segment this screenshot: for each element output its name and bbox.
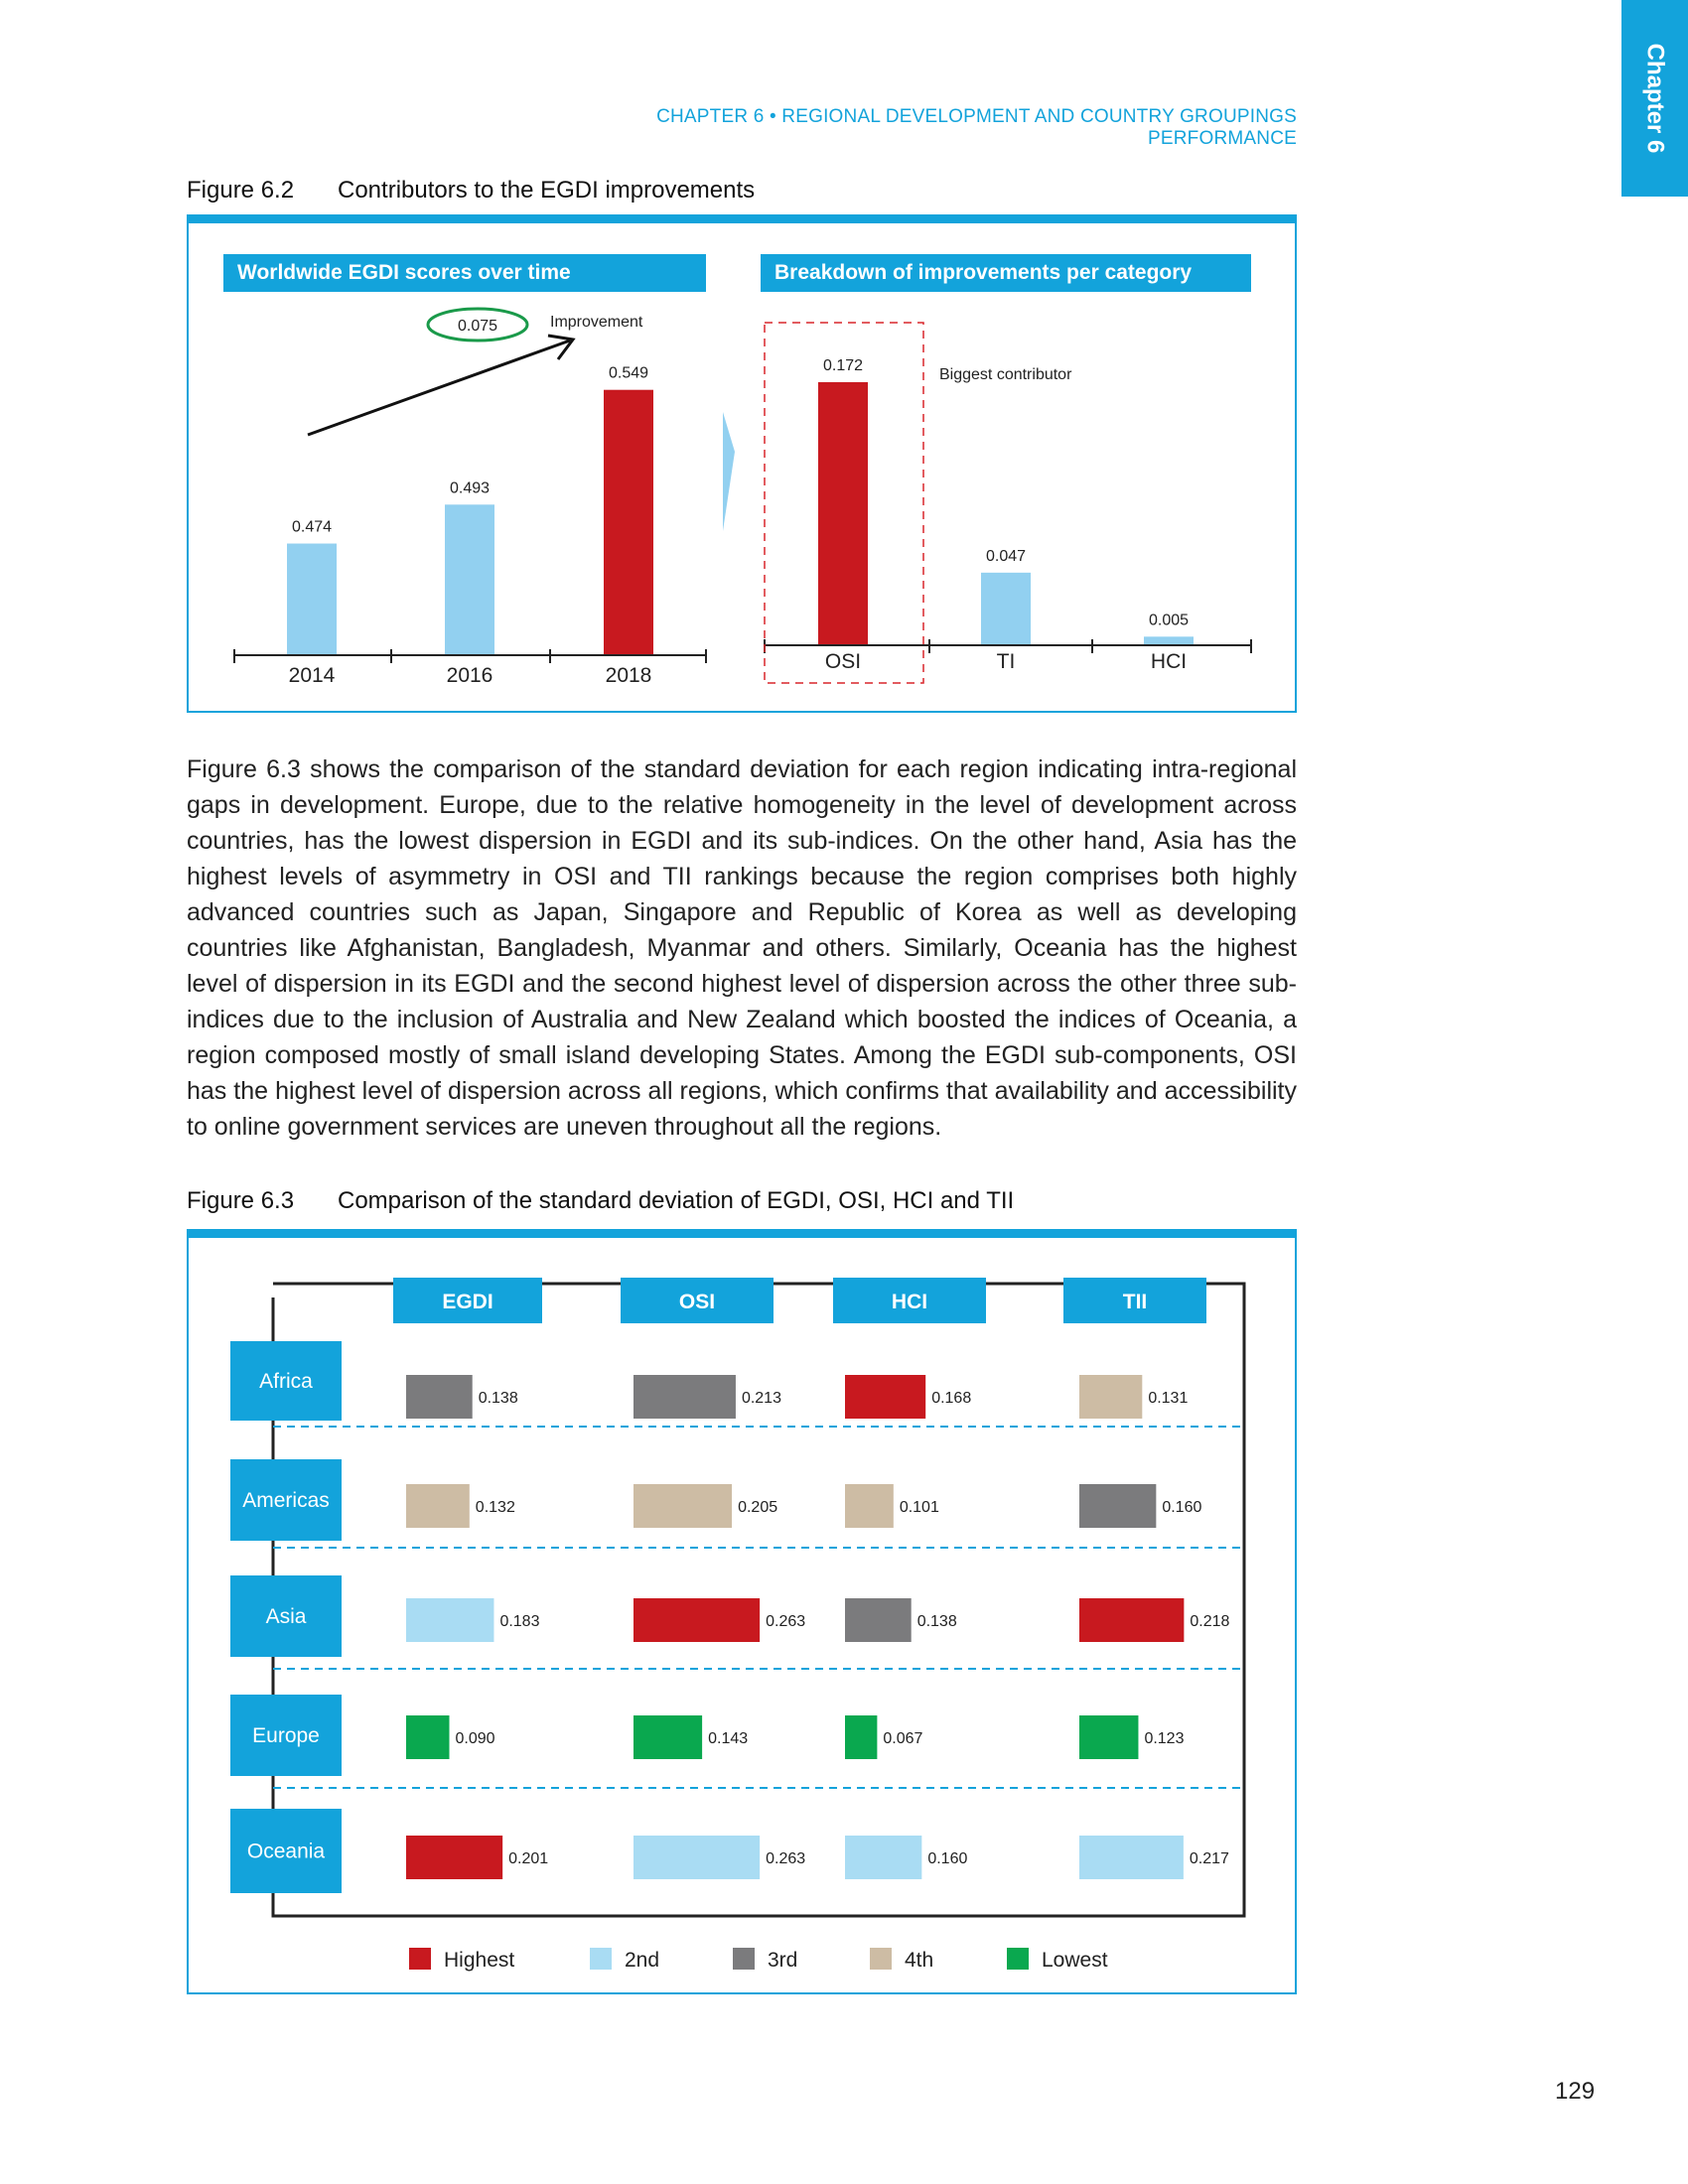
sd-bar-Asia-OSI	[633, 1598, 760, 1642]
sd-value-Oceania-EGDI: 0.201	[508, 1850, 549, 1867]
sd-bar-Africa-HCI	[845, 1375, 925, 1419]
sd-bar-Europe-TII	[1079, 1715, 1138, 1759]
improvement-bar-OSI	[818, 382, 868, 644]
egdi-category-2018: 2018	[605, 664, 652, 687]
egdi-category-2014: 2014	[288, 664, 336, 687]
column-header-label-EGDI: EGDI	[442, 1291, 493, 1313]
improvement-value-label-TI: 0.047	[985, 547, 1027, 565]
sd-value-Europe-HCI: 0.067	[883, 1730, 923, 1747]
egdi-value-label-2014: 0.474	[291, 518, 333, 536]
sd-bar-Africa-EGDI	[406, 1375, 473, 1419]
figure-6-3-band	[187, 1229, 1297, 1238]
sd-bar-Asia-EGDI	[406, 1598, 493, 1642]
improvement-label: Improvement	[550, 314, 643, 331]
row-header-label-Europe: Europe	[252, 1724, 320, 1747]
panel-2-title: Breakdown of improvements per category (2018)	[761, 254, 1251, 292]
sd-bar-Oceania-OSI	[633, 1836, 760, 1879]
legend-label-lowest: Lowest	[1042, 1949, 1108, 1972]
sd-bar-Americas-TII	[1079, 1484, 1156, 1528]
sd-value-Africa-HCI: 0.168	[931, 1390, 972, 1407]
figure-6-2-frame	[187, 223, 1297, 713]
sd-bar-Asia-HCI	[845, 1598, 912, 1642]
sd-value-Asia-TII: 0.218	[1190, 1613, 1230, 1630]
sd-value-Africa-OSI: 0.213	[741, 1390, 781, 1407]
improvement-value-label-OSI: 0.172	[822, 356, 864, 374]
column-header-label-TII: TII	[1122, 1291, 1148, 1313]
improvement-bar-TI	[981, 573, 1031, 644]
improvement-category-HCI: HCI	[1150, 650, 1188, 673]
improvement-arrow	[308, 341, 570, 435]
legend-swatch-second	[590, 1948, 612, 1970]
sd-value-Asia-HCI: 0.138	[916, 1613, 957, 1630]
sd-value-Oceania-TII: 0.217	[1189, 1850, 1229, 1867]
panel-transition-chevron	[723, 412, 735, 531]
sd-bar-Europe-EGDI	[406, 1715, 450, 1759]
sd-value-Oceania-OSI: 0.263	[766, 1850, 806, 1867]
egdi-bar-2018	[604, 390, 653, 654]
improvement-value: 0.075	[457, 318, 498, 335]
egdi-value-label-2018: 0.549	[608, 364, 649, 382]
sd-bar-Asia-TII	[1079, 1598, 1184, 1642]
column-header-label-HCI: HCI	[891, 1291, 928, 1313]
row-header-label-Americas: Americas	[242, 1489, 330, 1512]
row-header-label-Africa: Africa	[259, 1370, 313, 1393]
panel-1-title: Worldwide EGDI scores over time	[223, 254, 706, 292]
legend-swatch-fourth	[870, 1948, 892, 1970]
sd-bar-Europe-HCI	[845, 1715, 877, 1759]
figure-6-2-number: Figure 6.2	[187, 177, 295, 204]
improvement-category-TI: TI	[996, 650, 1016, 673]
egdi-bar-2014	[287, 544, 337, 654]
biggest-contributor-label: Biggest contributor	[939, 366, 1072, 383]
sd-bar-Americas-HCI	[845, 1484, 894, 1528]
egdi-bar-2016	[445, 504, 494, 654]
figure-6-2-chart	[189, 223, 1295, 711]
sd-bar-Africa-TII	[1079, 1375, 1142, 1419]
sd-bar-Americas-EGDI	[406, 1484, 470, 1528]
sd-bar-Oceania-HCI	[845, 1836, 921, 1879]
improvement-value-label-HCI: 0.005	[1148, 612, 1190, 629]
sd-bar-Africa-OSI	[633, 1375, 736, 1419]
page-number: 129	[1555, 2078, 1596, 2105]
chapter-tab	[1621, 0, 1688, 197]
figure-6-3-chart	[189, 1238, 1295, 1992]
figure-6-3-title	[187, 1187, 1014, 1215]
egdi-value-label-2016: 0.493	[449, 479, 491, 497]
figure-6-3-caption: Comparison of the standard deviation of EGDI, OSI, HCI and TII	[338, 1187, 1015, 1214]
sd-value-Americas-OSI: 0.205	[738, 1499, 778, 1516]
figure-6-2-band	[187, 214, 1297, 223]
legend-swatch-highest	[409, 1948, 431, 1970]
improvement-category-OSI: OSI	[824, 650, 862, 673]
figure-6-2-title	[187, 177, 755, 205]
sd-value-Oceania-HCI: 0.160	[927, 1850, 968, 1867]
figure-6-3-frame	[187, 1238, 1297, 1994]
legend-swatch-third	[733, 1948, 755, 1970]
legend-label-fourth: 4th	[905, 1949, 934, 1972]
sd-value-Americas-TII: 0.160	[1162, 1499, 1202, 1516]
sd-value-Americas-HCI: 0.101	[899, 1499, 939, 1516]
sd-value-Europe-TII: 0.123	[1144, 1730, 1185, 1747]
column-header-label-OSI: OSI	[678, 1291, 716, 1313]
improvement-bar-HCI	[1144, 636, 1194, 644]
sd-bar-Oceania-TII	[1079, 1836, 1184, 1879]
sd-value-Asia-OSI: 0.263	[766, 1613, 806, 1630]
sd-value-Africa-EGDI: 0.138	[478, 1390, 518, 1407]
body-paragraph: Figure 6.3 shows the comparison of the standard deviation for each region indicating intra-regional gaps in development. Europe, due to the relative homogeneity in the level of development across countries, has the lowest dispersion in EGDI and its sub-indices. On the other hand, Asia has the highest levels of asymmetry in OSI and TII rankings because the region comprises both highly advanced countries such as Japan, Singapore and Republic of Korea as well as developing countries like Afghanistan, Bangladesh, Myanmar and others. Similarly, Oceania has the highest level of dispersion in its EGDI and the second highest level of dispersion across the other three sub-indices due to the inclusion of Australia and New Zealand which boosted the indices of Oceania, a region composed mostly of small island developing States. Among the EGDI sub-components, OSI has the highest level of dispersion across all regions, which confirms that availability and accessibility to online government services are uneven throughout all the regions.	[187, 755, 1297, 1141]
row-header-label-Oceania: Oceania	[246, 1840, 326, 1863]
egdi-category-2016: 2016	[446, 664, 493, 687]
chapter-tab-label: Chapter 6	[1641, 43, 1669, 154]
figure-6-3-number: Figure 6.3	[187, 1187, 295, 1214]
sd-value-Asia-EGDI: 0.183	[499, 1613, 540, 1630]
sd-value-Americas-EGDI: 0.132	[475, 1499, 515, 1516]
legend-label-second: 2nd	[625, 1949, 660, 1972]
legend-label-third: 3rd	[768, 1949, 798, 1972]
row-header-label-Asia: Asia	[265, 1605, 307, 1628]
sd-value-Europe-EGDI: 0.090	[455, 1730, 495, 1747]
sd-value-Europe-OSI: 0.143	[708, 1730, 749, 1747]
running-head: CHAPTER 6 • REGIONAL DEVELOPMENT AND COUNTRY GROUPINGS PERFORMANCE	[656, 106, 1297, 149]
sd-bar-Europe-OSI	[633, 1715, 702, 1759]
sd-bar-Americas-OSI	[633, 1484, 732, 1528]
legend-swatch-lowest	[1007, 1948, 1029, 1970]
legend-label-highest: Highest	[444, 1949, 515, 1972]
sd-bar-Oceania-EGDI	[406, 1836, 502, 1879]
figure-6-2-caption: Contributors to the EGDI improvements	[338, 177, 756, 204]
sd-value-Africa-TII: 0.131	[1148, 1390, 1189, 1407]
